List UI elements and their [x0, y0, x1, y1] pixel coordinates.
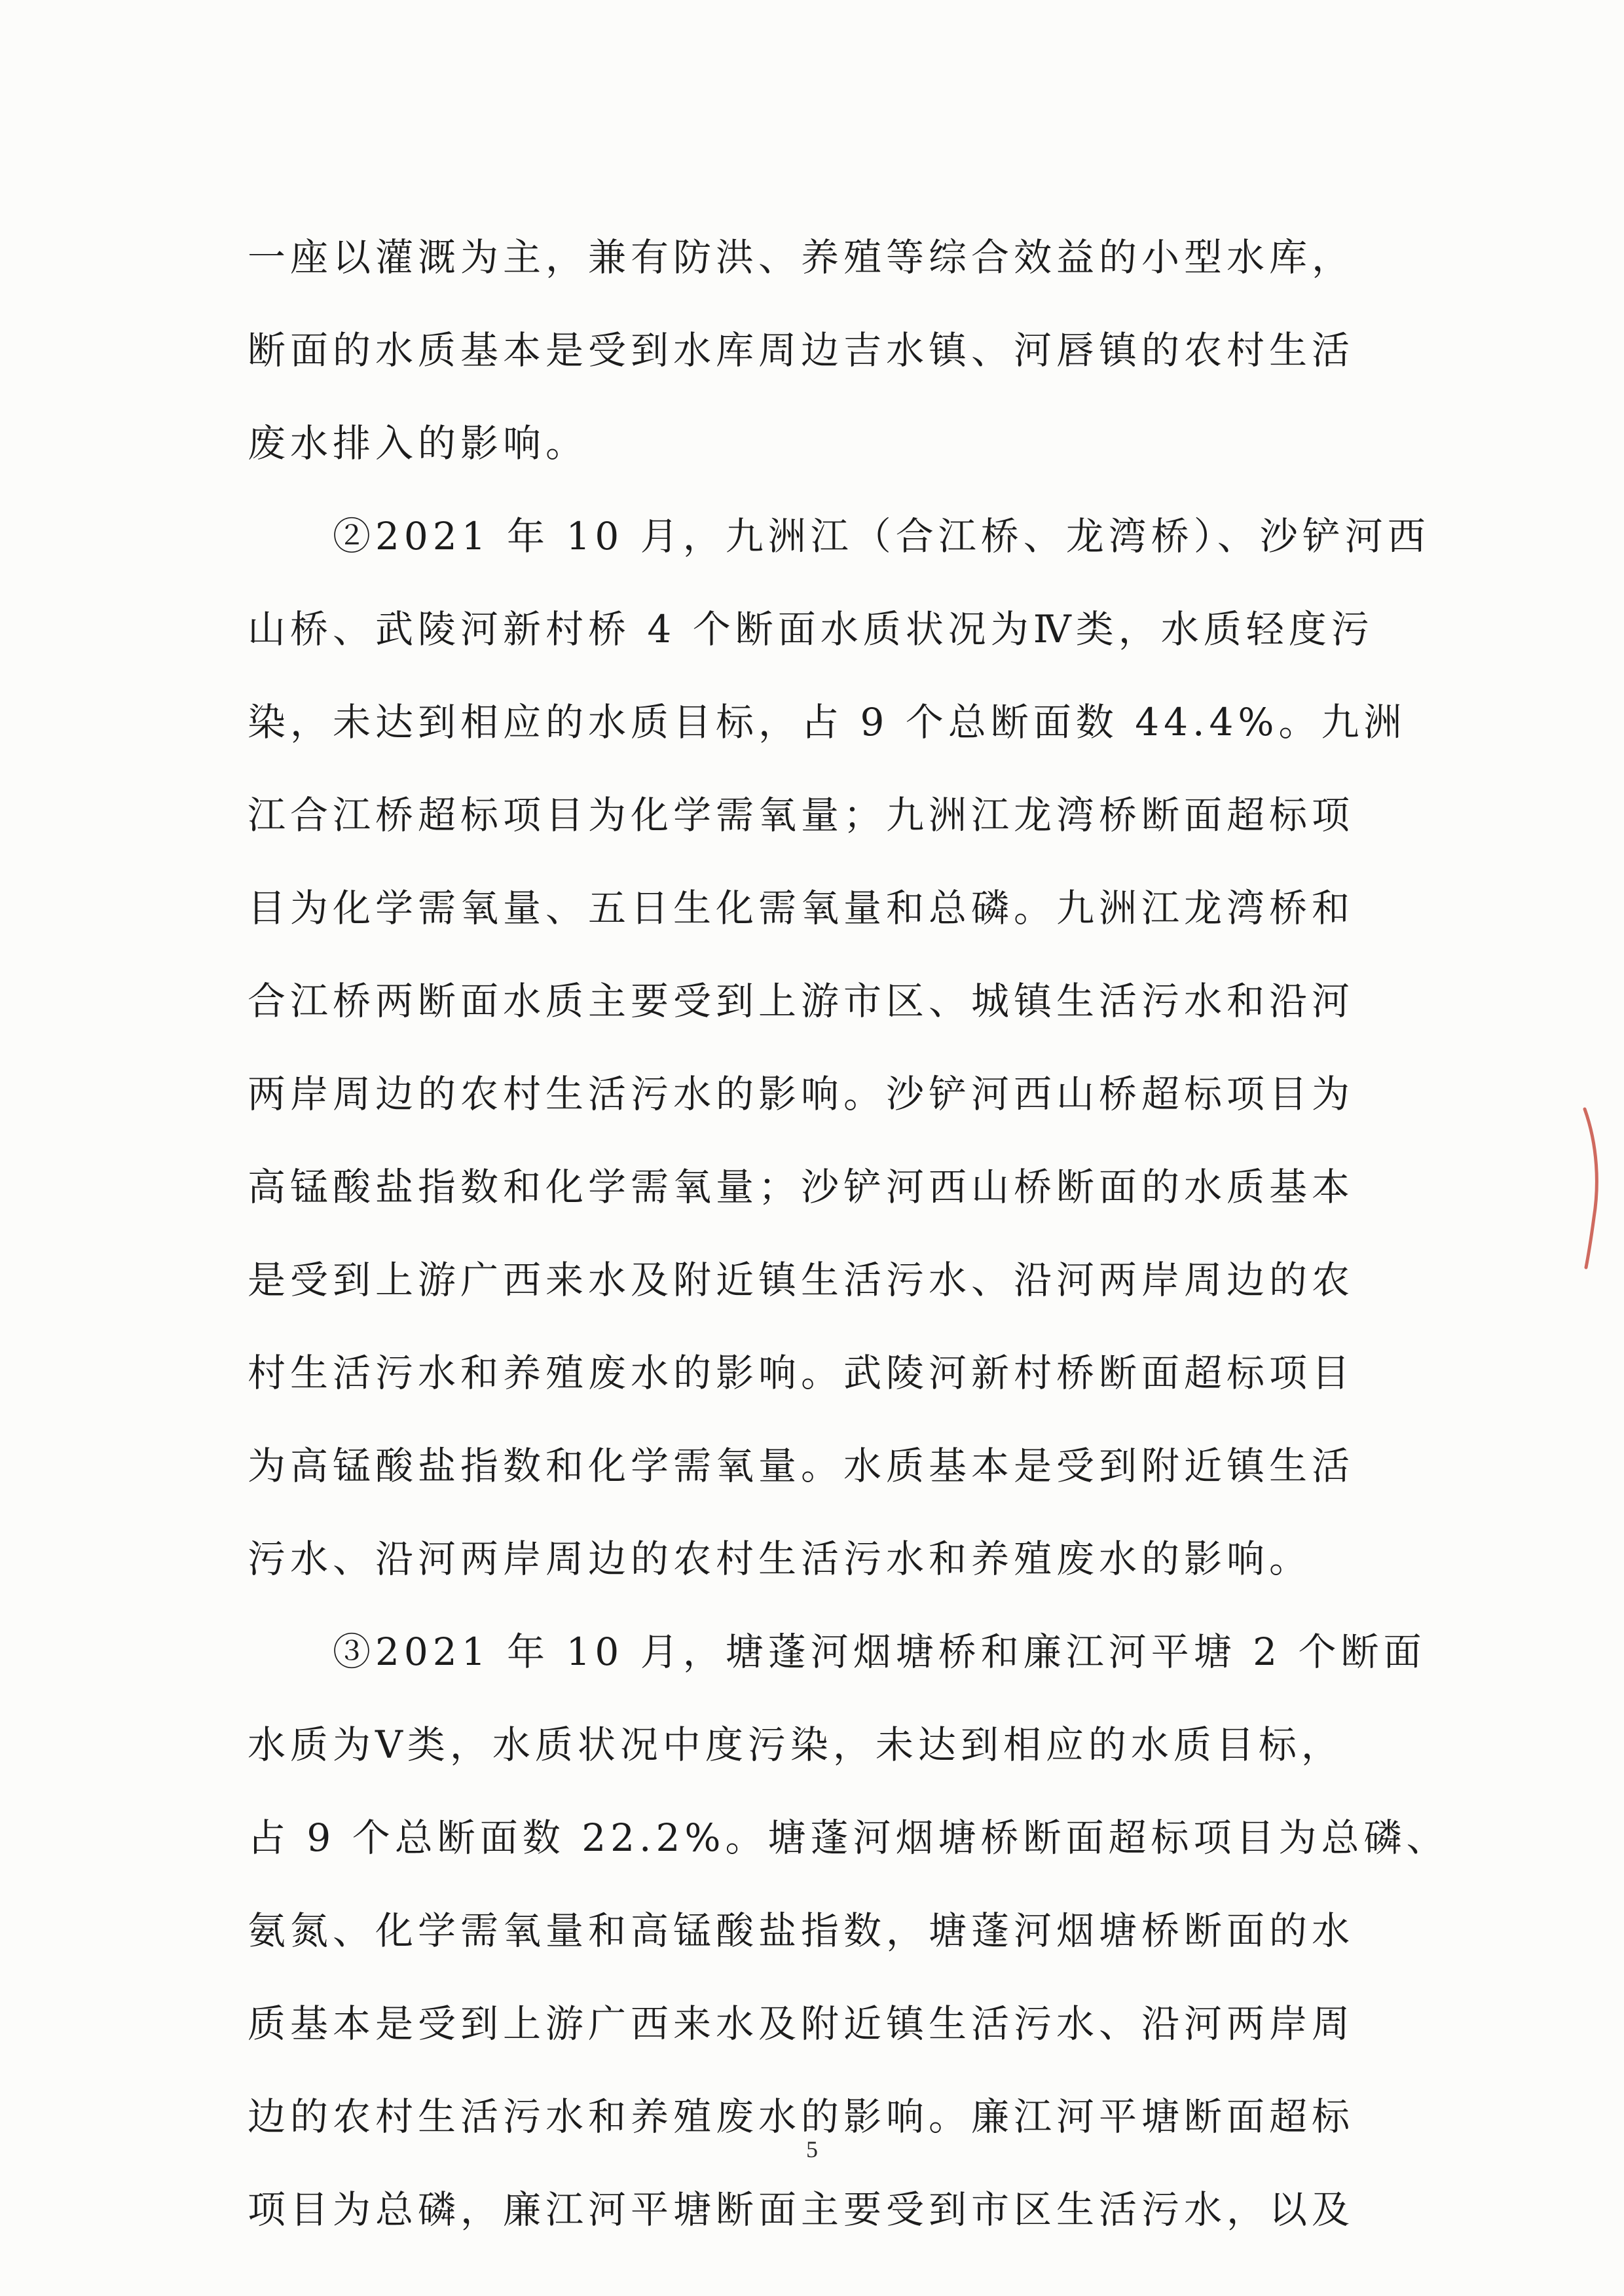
text-line: ③2021 年 10 月，塘蓬河烟塘桥和廉江河平塘 2 个断面 [248, 1630, 1426, 1674]
text-line: 目为化学需氧量、五日生化需氧量和总磷。九洲江龙湾桥和 [248, 886, 1355, 930]
text-line: 合江桥两断面水质主要受到上游市区、城镇生活污水和沿河 [248, 979, 1355, 1023]
text-line: 为高锰酸盐指数和化学需氧量。水质基本是受到附近镇生活 [248, 1444, 1355, 1488]
text-line: 是受到上游广西来水及附近镇生活污水、沿河两岸周边的农 [248, 1258, 1355, 1302]
text-line: 断面的水质基本是受到水库周边吉水镇、河唇镇的农村生活 [248, 328, 1355, 373]
text-line: 边的农村生活污水和养殖废水的影响。廉江河平塘断面超标 [248, 2094, 1355, 2139]
text-line: 水质为Ⅴ类，水质状况中度污染，未达到相应的水质目标， [248, 1722, 1344, 1767]
text-line: 氨氮、化学需氧量和高锰酸盐指数，塘蓬河烟塘桥断面的水 [248, 1908, 1355, 1953]
text-line: 项目为总磷，廉江河平塘断面主要受到市区生活污水，以及 [248, 2187, 1355, 2232]
text-line: 染，未达到相应的水质目标，占 9 个总断面数 44.4%。九洲 [248, 700, 1407, 744]
text-line: 江合江桥超标项目为化学需氧量；九洲江龙湾桥断面超标项 [248, 793, 1355, 837]
text-line: 两岸周边的农村生活污水的影响。沙铲河西山桥超标项目为 [248, 1072, 1355, 1116]
text-line: 山桥、武陵河新村桥 4 个断面水质状况为Ⅳ类，水质轻度污 [248, 607, 1374, 651]
text-line: 占 9 个总断面数 22.2%。塘蓬河烟塘桥断面超标项目为总磷、 [248, 1815, 1449, 1860]
text-line: ②2021 年 10 月，九洲江（合江桥、龙湾桥）、沙铲河西 [248, 514, 1430, 558]
text-line: 村生活污水和养殖废水的影响。武陵河新村桥断面超标项目 [248, 1351, 1355, 1395]
page-number: 5 [806, 2136, 818, 2162]
seal-edge-mark [1579, 1106, 1606, 1270]
text-line: 高锰酸盐指数和化学需氧量；沙铲河西山桥断面的水质基本 [248, 1165, 1355, 1209]
text-line: 一座以灌溉为主，兼有防洪、养殖等综合效益的小型水库， [248, 235, 1355, 280]
text-line: 废水排入的影响。 [248, 421, 589, 465]
body-text [248, 211, 1449, 2256]
text-line: 质基本是受到上游广西来水及附近镇生活污水、沿河两岸周 [248, 2001, 1355, 2046]
text-line: 污水、沿河两岸周边的农村生活污水和养殖废水的影响。 [248, 1537, 1312, 1581]
